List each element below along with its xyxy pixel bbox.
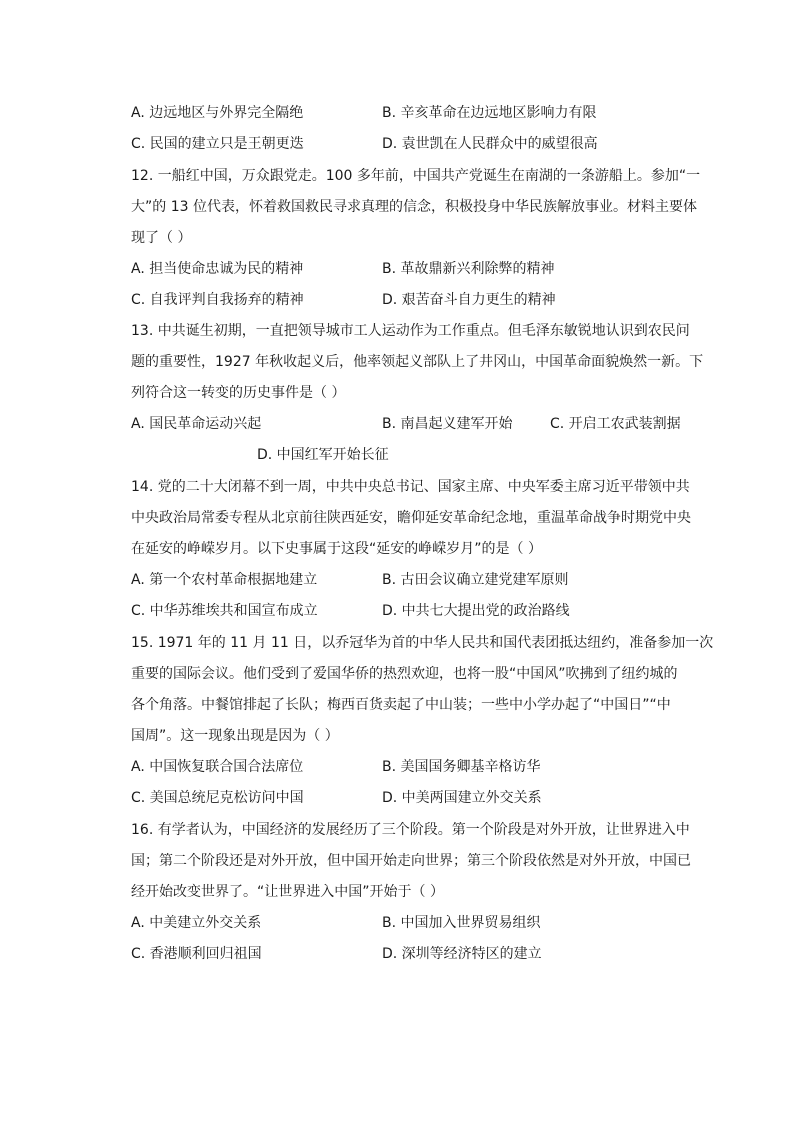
q13-stem-line-1: 13. 中共诞生初期，一直把领导城市工人运动作为工作重点。但毛泽东敏锐地认识到农民问	[131, 323, 690, 339]
q12-option-b: B. 革故鼎新兴利除弊的精神	[382, 261, 555, 277]
q15-stem-line-2: 重要的国际会议。他们受到了爱国华侨的热烈欢迎，也将一股“中国风”吹拂到了纽约城的	[131, 666, 678, 682]
q16-option-d: D. 深圳等经济特区的建立	[382, 946, 542, 962]
q15-stem-line-1: 15. 1971 年的 11 月 11 日，以乔冠华为首的中华人民共和国代表团抵达纽约，准备参加一次	[131, 635, 714, 651]
q12-stem-line-2: 大”的 13 位代表，怀着救国救民寻求真理的信念，积极投身中华民族解放事业。材料主要体	[131, 199, 697, 215]
q15-option-b: B. 美国国务卿基辛格访华	[382, 759, 541, 775]
q11-option-c: C. 民国的建立只是王朝更迭	[131, 136, 304, 152]
q12-stem-line-3: 现了（ ）	[131, 230, 192, 246]
q13-stem-line-2: 题的重要性，1927 年秋收起义后，他率领起义部队上了井冈山，中国革命面貌焕然一新。下	[131, 354, 704, 370]
q15-stem-line-3: 各个角落。中餐馆排起了长队；梅西百货卖起了中山装；一些中小学办起了“中国日”“中	[131, 697, 671, 713]
q15-option-c: C. 美国总统尼克松访问中国	[131, 790, 304, 806]
q13-option-a: A. 国民革命运动兴起	[131, 416, 262, 432]
q13-stem-line-3: 列符合这一转变的历史事件是（ ）	[131, 385, 346, 401]
q14-option-c: C. 中华苏维埃共和国宣布成立	[131, 603, 318, 619]
q15-option-d: D. 中美两国建立外交关系	[382, 790, 542, 806]
q16-option-c: C. 香港顺利回归祖国	[131, 946, 262, 962]
q11-option-d: D. 袁世凯在人民群众中的威望很高	[382, 136, 598, 152]
q16-stem-line-2: 国；第二个阶段还是对外开放，但中国开始走向世界；第三个阶段依然是对外开放，中国已	[131, 853, 691, 869]
q12-option-d: D. 艰苦奋斗自力更生的精神	[382, 292, 556, 308]
q14-stem-line-1: 14. 党的二十大闭幕不到一周，中共中央总书记、国家主席、中央军委主席习近平带领中共	[131, 479, 690, 495]
q14-option-b: B. 古田会议确立建党建军原则	[382, 572, 569, 588]
q16-option-b: B. 中国加入世界贸易组织	[382, 915, 541, 931]
q14-stem-line-2: 中央政治局常委专程从北京前往陕西延安，瞻仰延安革命纪念地，重温革命战争时期党中央	[131, 510, 691, 526]
q12-option-c: C. 自我评判自我扬弃的精神	[131, 292, 304, 308]
q11-option-a: A. 边远地区与外界完全隔绝	[131, 105, 304, 121]
q15-stem-line-4: 国周”。这一现象出现是因为（ ）	[131, 728, 339, 744]
q14-option-a: A. 第一个农村革命根据地建立	[131, 572, 318, 588]
q12-option-a: A. 担当使命忠诚为民的精神	[131, 261, 304, 277]
q13-option-c: C. 开启工农武装割据	[550, 416, 681, 432]
q13-option-b: B. 南昌起义建军开始	[382, 416, 513, 432]
q15-option-a: A. 中国恢复联合国合法席位	[131, 759, 304, 775]
q13-option-d: D. 中国红军开始长征	[257, 447, 389, 463]
q14-option-d: D. 中共七大提出党的政治路线	[382, 603, 570, 619]
q11-option-b: B. 辛亥革命在边远地区影响力有限	[382, 105, 597, 121]
q12-stem-line-1: 12. 一船红中国，万众跟党走。100 多年前，中国共产党诞生在南湖的一条游船上。参加“一	[131, 168, 701, 184]
q16-stem-line-1: 16. 有学者认为，中国经济的发展经历了三个阶段。第一个阶段是对外开放，让世界进入中	[131, 822, 690, 838]
q16-option-a: A. 中美建立外交关系	[131, 915, 262, 931]
q16-stem-line-3: 经开始改变世界了。“让世界进入中国”开始于（ ）	[131, 884, 444, 900]
q14-stem-line-3: 在延安的峥嵘岁月。以下史事属于这段“延安的峥嵘岁月”的是（ ）	[131, 541, 542, 557]
